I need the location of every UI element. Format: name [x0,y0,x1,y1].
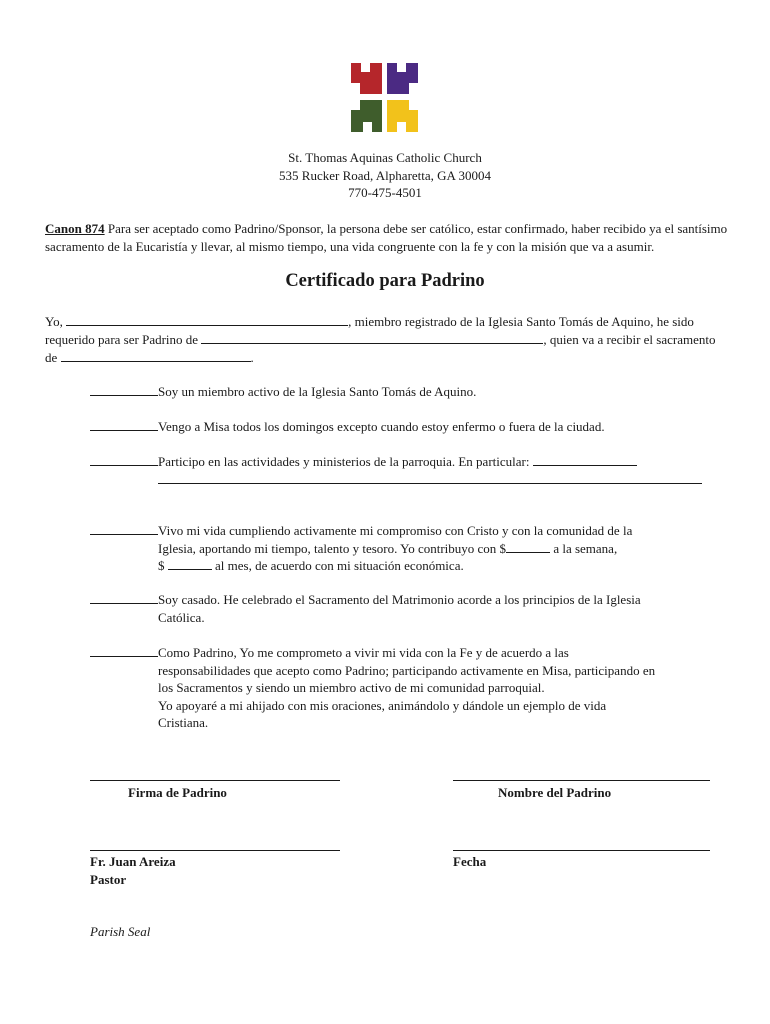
pastor-signature-line[interactable] [90,850,340,851]
checklist-item-mass [90,418,730,436]
checklist-item-stewardship [90,522,730,575]
church-logo [351,63,418,132]
godchild-name-field[interactable] [201,331,543,344]
sponsor-name-field[interactable] [66,313,348,326]
item-text: los Sacramentos y siendo un miembro activo de mi comunidad parroquial. [158,680,545,695]
church-address: 535 Rucker Road, Alpharetta, GA 30004 [279,167,491,183]
item-text: $ [158,558,168,573]
item-text: Participo en las actividades y ministerios de la parroquia. En particular: [158,454,533,469]
initial-line[interactable] [90,418,158,431]
intro-paragraph [45,313,720,367]
item-text: a la semana, [550,540,618,556]
sacrament-field[interactable] [61,349,251,362]
pastor-title: Pastor [90,872,127,887]
intro-text-3: , quien va a recibir el sacramento de [45,332,716,365]
intro-text-2: , miembro registrado de la Iglesia Santo Tomás de Aquino, he sido requerido para ser Padrino de [45,314,694,347]
checklist-item-commitment [90,644,730,732]
item-text: al mes, de acuerdo con mi situación económica. [211,558,464,573]
pastor-name: Fr. Juan Areiza [90,854,176,869]
ministry-field-line-2[interactable] [158,477,702,484]
intro-text-4: . [250,350,254,365]
checklist-item-active-member [90,383,730,401]
item-text: Católica. [158,609,205,625]
sponsor-name-label: Nombre del Padrino [498,785,612,800]
checklist-item-ministries [90,453,730,484]
item-text: Soy un miembro activo de la Iglesia Santo Tomás de Aquino. [158,384,477,399]
item-text: Soy casado. He celebrado el Sacramento del Matrimonio acorde a los principios de la Iglesia [158,592,641,607]
canon-label: Canon 874 [45,221,105,236]
sponsor-signature-label: Firma de Padrino [128,785,227,800]
monthly-amount-field[interactable] [168,557,212,570]
canon-text: Para ser aceptado como Padrino/Sponsor, la persona debe ser católico, estar confirmado, haber recibido ya el santísimo sacramento de la Eucaristía y llevar, al mismo tiempo, una vida congruente con la fe y con la misión que va a asumir. [45,221,728,254]
initial-line[interactable] [90,453,158,466]
parish-seal-label: Parish Seal [90,924,151,939]
intro-text-1: Yo, [45,314,67,329]
item-text: Como Padrino, Yo me comprometo a vivir mi vida con la Fe y de acuerdo a las [158,645,569,660]
church-name: St. Thomas Aquinas Catholic Church [288,150,482,165]
weekly-amount-field[interactable] [506,540,550,553]
initial-line[interactable] [90,522,158,535]
checklist-item-marriage [90,591,730,626]
certificate-title: Certificado para Padrino [285,271,485,291]
item-text: Cristiana. [158,715,209,730]
church-phone: 770-475-4501 [348,185,422,200]
item-text: Vengo a Misa todos los domingos excepto cuando estoy enfermo o fuera de la ciudad. [158,419,605,434]
ministry-field[interactable] [533,453,637,466]
date-line[interactable] [453,850,710,851]
item-text: Vivo mi vida cumpliendo activamente mi compromiso con Cristo y con la comunidad de la [158,523,633,538]
initial-line[interactable] [90,644,158,657]
item-text: Iglesia, aportando mi tiempo, talento y tesoro. Yo contribuyo con $ [158,540,507,556]
item-text: Yo apoyaré a mi ahijado con mis oraciones, animándolo y dándole un ejemplo de vida [158,697,607,713]
item-text: responsabilidades que acepto como Padrino; participando activamente en Misa, participando en [158,662,656,678]
canon-paragraph [45,220,735,255]
date-label: Fecha [453,854,487,869]
church-header [0,149,770,202]
sponsor-name-line[interactable] [453,780,710,781]
initial-line[interactable] [90,383,158,396]
sponsor-signature-line[interactable] [90,780,340,781]
initial-line[interactable] [90,591,158,604]
